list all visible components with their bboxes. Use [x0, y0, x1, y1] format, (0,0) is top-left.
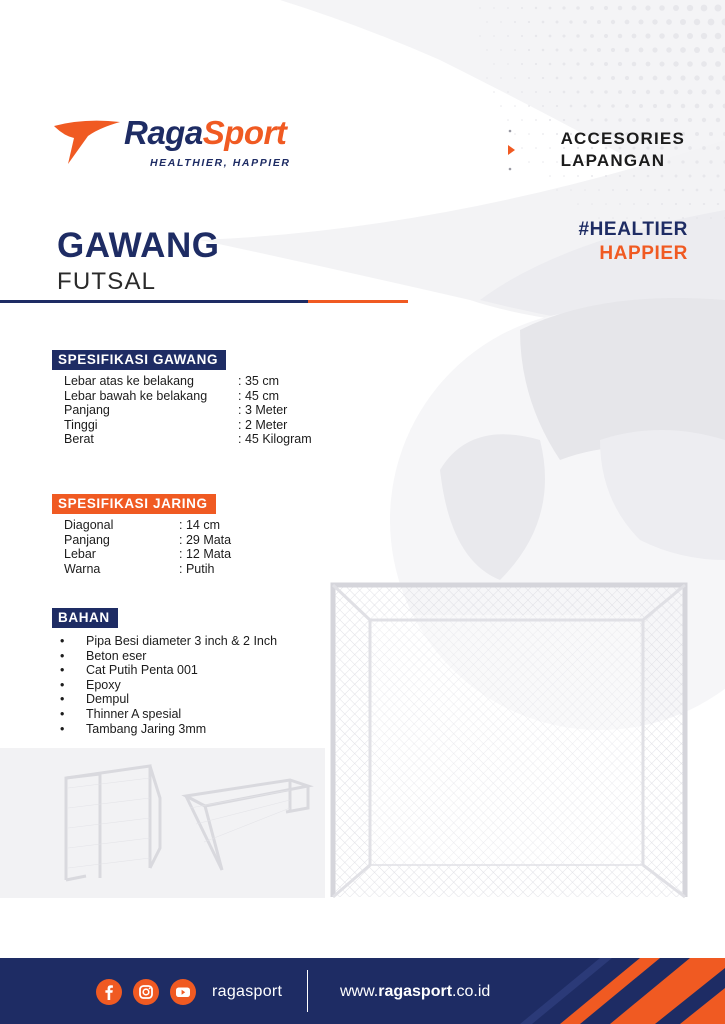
website-prefix: www.: [340, 983, 379, 1000]
product-title: GAWANG: [57, 226, 220, 265]
brand-name-part2: Sport: [202, 114, 287, 151]
spec-label: Lebar atas ke belakang: [64, 374, 194, 388]
bahan-item-text: Thinner A spesial: [86, 706, 182, 721]
spec-value: : 12 Mata: [179, 547, 232, 562]
spec-row: [64, 432, 344, 447]
bahan-item-text: Epoxy: [86, 677, 121, 692]
goal-thumbnail-images: [0, 748, 325, 898]
spec-value: : 14 cm: [179, 518, 220, 532]
hashtag-line1: #HEALTIER: [578, 219, 688, 240]
bullet-icon: •: [60, 663, 65, 678]
decorative-dot-pattern: [470, 0, 725, 230]
spec-label: Panjang: [64, 532, 110, 547]
website-suffix: .co.id: [452, 983, 491, 1000]
spec-gawang-list: [64, 374, 344, 447]
spec-value: : 3 Meter: [238, 403, 288, 418]
spec-value: : 45 Kilogram: [238, 432, 312, 447]
spec-label: Lebar: [64, 547, 96, 562]
spec-value: : Putih: [179, 561, 215, 576]
spec-row: [64, 547, 284, 562]
instagram-icon[interactable]: [133, 979, 159, 1005]
category-label: [561, 128, 685, 172]
spec-jaring-heading: SPESIFIKASI JARING: [52, 494, 216, 514]
bullet-icon: •: [60, 648, 65, 663]
title-divider-navy: [0, 300, 308, 303]
goal-main-image: [325, 575, 695, 905]
spec-label: Warna: [64, 561, 101, 576]
spec-row: [64, 518, 284, 533]
website-link[interactable]: [340, 983, 490, 1001]
bahan-item-text: Tambang Jaring 3mm: [86, 721, 207, 736]
bahan-item-text: Pipa Besi diameter 3 inch & 2 Inch: [86, 634, 278, 648]
footer-divider: [307, 970, 308, 1012]
hashtag-block: [578, 218, 688, 266]
bullet-icon: •: [60, 677, 65, 692]
facebook-icon[interactable]: [96, 979, 122, 1005]
spec-label: Panjang: [64, 403, 110, 418]
spec-value: : 29 Mata: [179, 532, 232, 547]
social-handle[interactable]: ragasport: [212, 983, 283, 1000]
spec-value: : 35 cm: [238, 374, 279, 388]
title-divider-orange: [308, 300, 408, 303]
spec-row: [64, 374, 344, 389]
spec-row: [64, 403, 344, 418]
spec-label: Lebar bawah ke belakang: [64, 388, 208, 403]
brand-tagline: HEALTHIER, HAPPIER: [150, 157, 291, 169]
bullet-icon: •: [60, 721, 65, 736]
product-gallery: [0, 748, 325, 898]
ragasport-logo-mark-icon: [54, 116, 120, 166]
brand-name-part1: Raga: [124, 114, 203, 151]
spec-label: Diagonal: [64, 518, 114, 532]
footer-bar: [0, 958, 725, 1024]
website-domain: ragasport: [378, 983, 453, 1000]
spec-jaring-list: [64, 518, 284, 576]
bullet-icon: •: [60, 706, 65, 721]
hashtag-line2: HAPPIER: [599, 243, 688, 264]
category-line2: LAPANGAN: [560, 151, 666, 170]
play-arrow-icon: [508, 145, 515, 155]
product-subtitle: FUTSAL: [57, 268, 157, 295]
bahan-item-text: Beton eser: [86, 648, 147, 663]
youtube-icon[interactable]: [170, 979, 196, 1005]
spec-row: [64, 418, 344, 433]
spec-row: [64, 562, 284, 577]
spec-row: [64, 389, 344, 404]
bahan-heading: BAHAN: [52, 608, 118, 628]
spec-row: [64, 533, 284, 548]
category-line1: ACCESORIES: [560, 129, 685, 148]
spec-gawang-heading: SPESIFIKASI GAWANG: [52, 350, 226, 370]
brand-wordmark: [124, 114, 286, 152]
ragasport-logo[interactable]: [54, 112, 324, 182]
bullet-icon: •: [60, 634, 65, 648]
bullet-icon: •: [60, 692, 65, 707]
spec-label: Tinggi: [64, 417, 98, 432]
spec-label: Berat: [64, 432, 94, 447]
spec-value: : 45 cm: [238, 388, 279, 403]
spec-value: : 2 Meter: [238, 417, 288, 432]
bahan-item-text: Cat Putih Penta 001: [86, 663, 198, 678]
bahan-item-text: Dempul: [86, 692, 130, 707]
